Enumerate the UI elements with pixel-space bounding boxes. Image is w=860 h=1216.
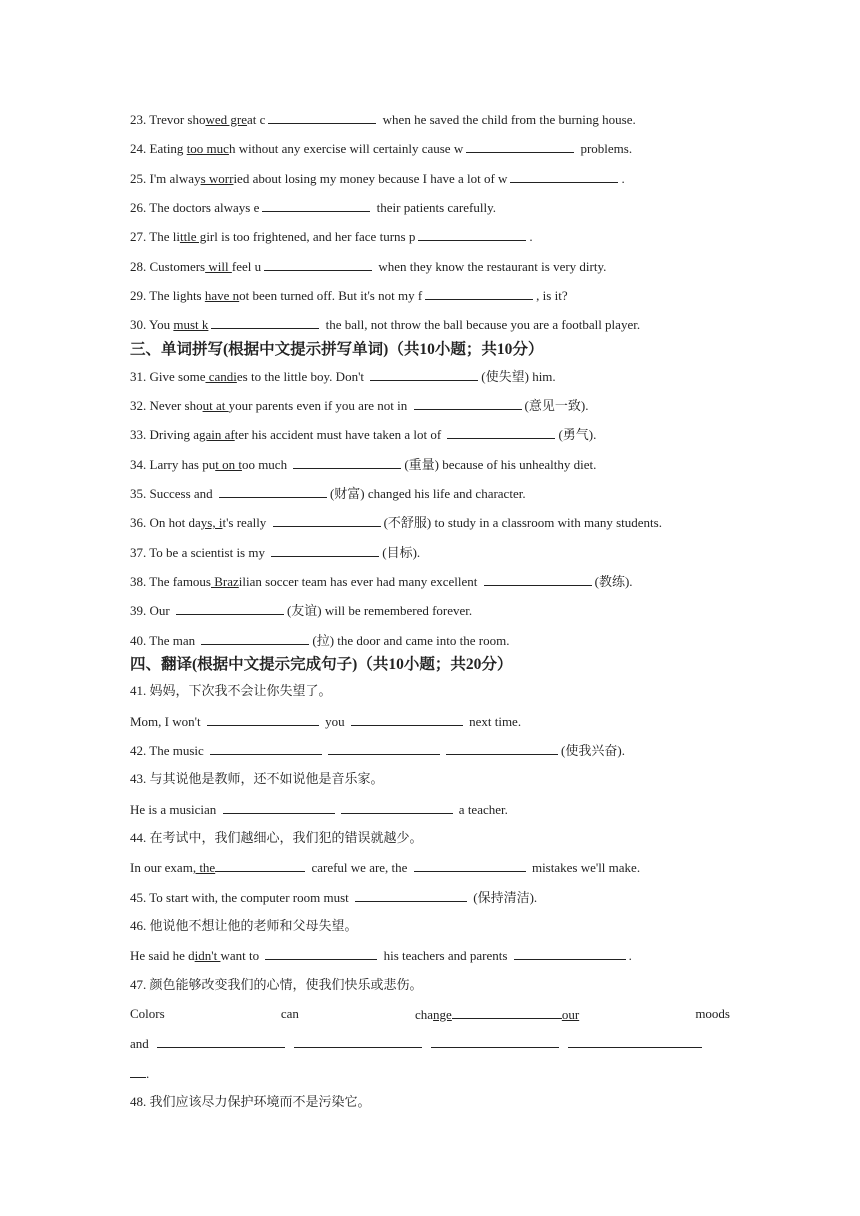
heading-text: 小题；共 (434, 341, 497, 358)
answer-blank[interactable] (265, 947, 377, 960)
question-text: the ball, not throw the ball because you are a football player. (322, 317, 641, 332)
question-text: gain af (198, 427, 235, 442)
question-text: 48. 我们应该尽力保护环境而不是污染它。 (130, 1094, 371, 1109)
question-text: 25. I'm alway (130, 171, 201, 186)
question-text: 41. 妈妈，下次我不会让你失望了。 (130, 683, 332, 698)
question-42 (130, 742, 625, 758)
answer-blank[interactable] (201, 632, 309, 645)
answer-blank[interactable] (130, 1065, 146, 1078)
answer-blank[interactable] (268, 111, 376, 124)
question-43-chinese (130, 771, 384, 787)
question-text: Mom, I won't (130, 714, 204, 729)
question-text: , is it? (536, 288, 568, 303)
answer-blank[interactable] (211, 316, 319, 329)
heading-text: 分） (481, 656, 513, 673)
question-text: careful we are, the (308, 860, 411, 875)
question-text: 23. Trevor sho (130, 112, 206, 127)
question-text: 45. To start with, the computer room must (130, 890, 352, 905)
answer-blank[interactable] (452, 1006, 562, 1019)
heading-count: 10 (388, 656, 404, 673)
question-36 (130, 514, 662, 530)
question-47-chinese (130, 977, 423, 993)
question-30 (130, 316, 640, 332)
question-text: ys, i (200, 515, 223, 530)
question-text: . (621, 171, 625, 186)
answer-blank[interactable] (271, 544, 379, 557)
question-text: (教练). (594, 574, 633, 589)
answer-blank[interactable] (176, 602, 284, 615)
question-text: , the (192, 860, 216, 875)
answer-blank[interactable] (223, 801, 335, 814)
question-text: a teacher. (455, 802, 508, 817)
question-text: at c (247, 112, 266, 127)
question-text: . (146, 1066, 150, 1081)
question-38 (130, 573, 633, 589)
question-45 (130, 889, 537, 905)
answer-blank[interactable] (447, 426, 555, 439)
question-27 (130, 228, 533, 244)
question-text: (拉) the door and came into the room. (312, 633, 510, 648)
question-text: idn't (194, 948, 221, 963)
question-text: will (205, 259, 232, 274)
question-text: 43. 与其说他是教师，还不如说他是音乐家。 (130, 771, 384, 786)
question-text: ttle g (179, 229, 207, 244)
question-40 (130, 632, 509, 648)
question-33 (130, 426, 596, 442)
answer-blank[interactable] (207, 713, 319, 726)
question-text: . (628, 948, 632, 963)
question-text: ied about losing my money because I have a lot of w (233, 171, 508, 186)
question-text: cha (415, 1007, 434, 1022)
answer-blank[interactable] (370, 368, 478, 381)
question-31 (130, 368, 556, 384)
question-text: problems. (577, 141, 633, 156)
question-text: oo much (241, 457, 291, 472)
question-text: 27. The li (130, 229, 180, 244)
question-text: 36. On hot da (130, 515, 201, 530)
question-text: He said he d (130, 948, 195, 963)
question-44-english (130, 859, 640, 875)
question-text: 44. 在考试中，我们越细心，我们犯的错误就越少。 (130, 830, 423, 845)
question-text: 32. Never sho (130, 398, 203, 413)
question-text: 37. To be a scientist is my (130, 545, 269, 560)
question-text: too muc (186, 141, 229, 156)
heading-text: 分） (512, 341, 544, 358)
question-text: (意见一致). (524, 398, 589, 413)
question-text: 30. You (130, 317, 174, 332)
question-text: ilian soccer team has ever had many excellent (238, 574, 481, 589)
question-text: 24. Eating (130, 141, 187, 156)
question-text: Colors (130, 1006, 165, 1021)
answer-blank[interactable] (273, 514, 381, 527)
question-text: ter his accident must have taken a lot of (234, 427, 445, 442)
question-47-english-line1 (130, 1006, 730, 1023)
answer-blank[interactable] (425, 287, 533, 300)
question-text: their patients carefully. (373, 200, 496, 215)
question-28 (130, 258, 606, 274)
question-text: 46. 他说他不想让他的老师和父母失望。 (130, 918, 358, 933)
answer-blank[interactable] (264, 258, 372, 271)
question-text: 40. The man (130, 633, 199, 648)
question-text: moods (695, 1006, 730, 1021)
question-34 (130, 456, 596, 472)
answer-blank[interactable] (514, 947, 626, 960)
question-41-chinese (130, 683, 332, 699)
question-23 (130, 111, 636, 127)
question-text: next time. (465, 714, 522, 729)
question-text: must k (173, 317, 209, 332)
question-text: t's really (222, 515, 270, 530)
question-text: 35. Success and (130, 486, 216, 501)
answer-blank[interactable] (510, 170, 618, 183)
question-text: (使我兴奋). (561, 743, 625, 758)
answer-blank[interactable] (446, 742, 558, 755)
question-46-chinese (130, 918, 358, 934)
question-text: 29. The lights (130, 288, 205, 303)
question-text: when he saved the child from the burning house. (379, 112, 636, 127)
question-text: your parents even if you are not in (228, 398, 411, 413)
question-47-english-line2 (130, 1035, 705, 1051)
section-heading-spelling (130, 340, 543, 360)
question-text: 39. Our (130, 603, 173, 618)
question-text: mistakes we'll make. (528, 860, 641, 875)
answer-blank[interactable] (210, 742, 322, 755)
answer-blank[interactable] (157, 1035, 285, 1048)
answer-blank[interactable] (568, 1035, 702, 1048)
question-text: want to (220, 948, 263, 963)
question-text: h without any exercise will certainly cause w (228, 141, 464, 156)
question-text: 33. Driving a (130, 427, 199, 442)
question-text: (不舒服) to study in a classroom with many students. (383, 515, 662, 530)
question-37 (130, 544, 420, 560)
answer-blank[interactable] (414, 397, 522, 410)
question-text (415, 1006, 579, 1023)
answer-blank[interactable] (215, 859, 305, 872)
question-text: 34. Larry has pu (130, 457, 216, 472)
question-text: (使失望) him. (481, 369, 556, 384)
answer-blank[interactable] (219, 485, 327, 498)
question-text: ut at (202, 398, 229, 413)
question-text: 47. 颜色能够改变我们的心情，使我们快乐或悲伤。 (130, 977, 423, 992)
answer-blank[interactable] (262, 199, 370, 212)
question-text: (保持清洁). (470, 890, 538, 905)
question-text: . (529, 229, 533, 244)
question-text: es to the little boy. Don't (236, 369, 368, 384)
answer-blank[interactable] (293, 456, 401, 469)
answer-blank[interactable] (484, 573, 592, 586)
question-text: In our exam (130, 860, 193, 875)
question-48-chinese (130, 1094, 371, 1110)
heading-text: 三、单词拼写(根据中文提示拼写单词)（共 (130, 341, 420, 358)
question-text: irl is too frightened, and her face turns p (206, 229, 416, 244)
question-29 (130, 287, 568, 303)
question-text: He is a musician (130, 802, 220, 817)
question-44-chinese (130, 830, 423, 846)
question-text: can (280, 1006, 299, 1021)
question-text: s worr (200, 171, 234, 186)
answer-blank[interactable] (418, 228, 526, 241)
question-text: when they know the restaurant is very dirty. (375, 259, 607, 274)
question-text: candi (205, 369, 237, 384)
question-text: ot been turned off. But it's not my f (239, 288, 423, 303)
question-24 (130, 140, 632, 156)
question-39 (130, 602, 472, 618)
question-text: (勇气). (558, 427, 597, 442)
question-text: 28. Customers (130, 259, 206, 274)
answer-blank[interactable] (328, 742, 440, 755)
question-text: 31. Give some (130, 369, 206, 384)
answer-blank[interactable] (355, 889, 467, 902)
question-43-english (130, 801, 508, 817)
answer-blank[interactable] (431, 1035, 559, 1048)
answer-blank[interactable] (351, 713, 463, 726)
question-text: you (321, 714, 348, 729)
question-41-english (130, 713, 521, 729)
question-text: our (561, 1007, 580, 1022)
question-text: his teachers and parents (380, 948, 511, 963)
answer-blank[interactable] (294, 1035, 422, 1048)
question-text: wed gre (205, 112, 248, 127)
question-text: (友谊) will be remembered forever. (286, 603, 473, 618)
heading-count: 10 (419, 341, 435, 358)
question-32 (130, 397, 588, 413)
question-text: feel u (231, 259, 262, 274)
heading-score: 20 (465, 656, 482, 673)
question-text: and (130, 1036, 149, 1051)
question-text: nge (433, 1007, 452, 1022)
question-text: (重量) because of his unhealthy diet. (404, 457, 597, 472)
question-26 (130, 199, 496, 215)
question-text: 38. The famous (130, 574, 211, 589)
question-text: 42. The music (130, 743, 208, 758)
question-46-english (130, 947, 632, 963)
question-text: Braz (211, 574, 239, 589)
question-47-english-line3 (130, 1065, 149, 1081)
answer-blank[interactable] (466, 140, 574, 153)
question-text: t on t (215, 457, 242, 472)
question-35 (130, 485, 526, 501)
question-text: (目标). (382, 545, 421, 560)
heading-text: 四、翻译(根据中文提示完成句子)（共 (130, 656, 389, 673)
question-text: have n (204, 288, 240, 303)
question-text: 26. The doctors always e (130, 200, 260, 215)
answer-blank[interactable] (341, 801, 453, 814)
section-heading-translation (130, 655, 512, 675)
heading-score: 10 (496, 341, 513, 358)
answer-blank[interactable] (414, 859, 526, 872)
question-25 (130, 170, 625, 186)
heading-text: 小题；共 (403, 656, 466, 673)
question-text: (财富) changed his life and character. (329, 486, 526, 501)
